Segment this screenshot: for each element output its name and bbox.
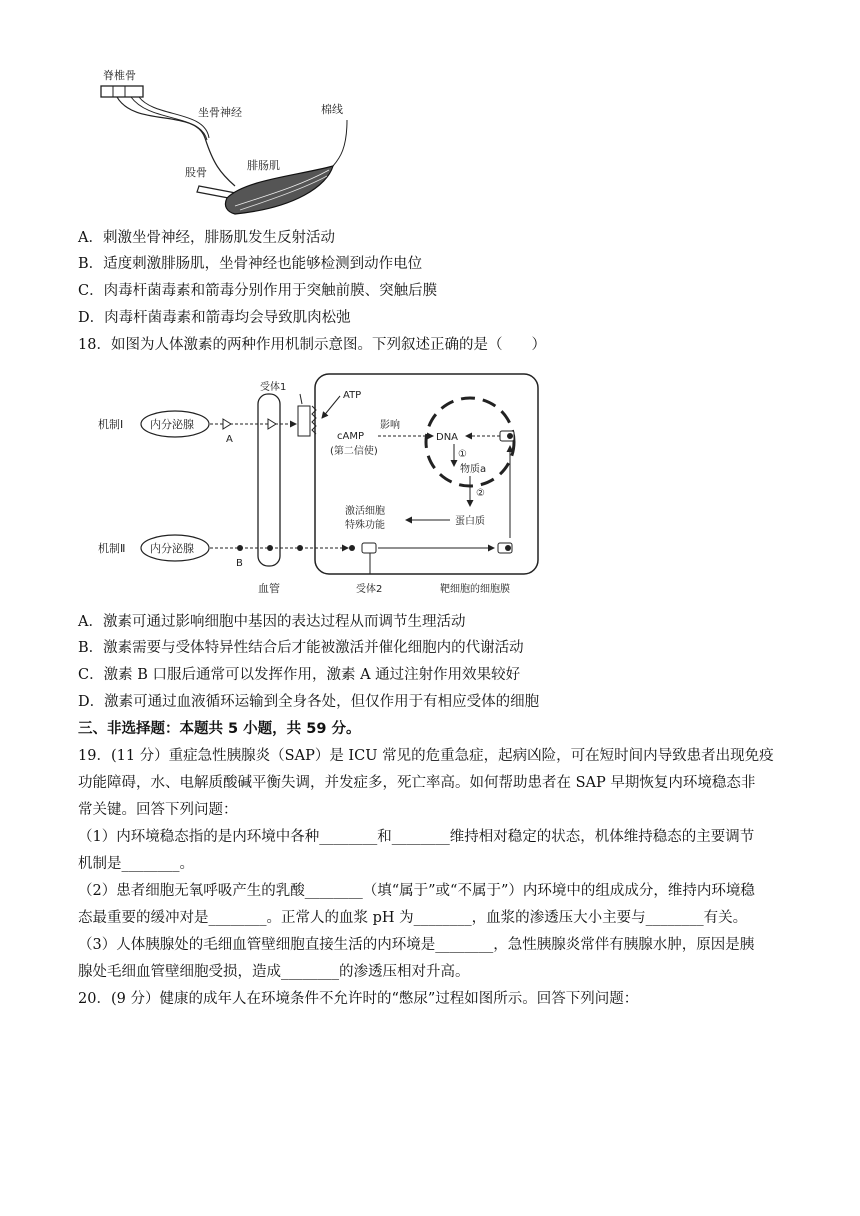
dna-label: DNA [436,432,459,443]
receptor1 [298,406,310,436]
q19-line-3: 常关键。回答下列问题： [78,802,238,818]
q20-stem: 20．(9 分）健康的成年人在环境条件不允许时的“憋尿”过程如图所示。回答下列问题： [78,991,639,1007]
atp-label: ATP [343,390,362,401]
femur-label: 股骨 [185,166,207,179]
q18-option-d: D．激素可通过血液循环运输到全身各处，但仅作用于有相应受体的细胞 [78,694,540,710]
activate-label-1: 激活细胞 [345,506,385,517]
q19-line-8: （3）人体胰腺处的毛细血管壁细胞直接生活的内环境是________，急性胰腺炎常伴有胰腺水肿，原因是胰 [78,937,755,953]
hormone-a-label: A [226,434,233,445]
substance-a-label: 物质a [460,464,487,475]
q19-line-2: 功能障碍，水、电解质酸碱平衡失调，并发症多，死亡率高。如何帮助患者在 SAP 早期恢复内环境稳态非 [78,775,756,791]
q18-option-b: B．激素需要与受体特异性结合后才能被激活并催化细胞内的代谢活动 [78,640,524,656]
q17-option-a: A．刺激坐骨神经，腓肠肌发生反射活动 [78,230,335,246]
q19-line-1: 19．(11 分）重症急性胰腺炎（SAP）是 ICU 常见的危重急症，起病凶险，可在短时间内导致患者出现免疫 [78,748,774,764]
camp-label: cAMP [337,431,364,442]
mech1-label: 机制Ⅰ [98,418,124,431]
hormone-mechanism-figure [90,368,550,600]
q18-option-c: C．激素 B 口服后通常可以发挥作用，激素 A 通过注射作用效果较好 [78,667,521,683]
vessel-label: 血管 [258,582,280,595]
q19-line-4: （1）内环境稳态指的是内环境中各种________和________维持相对稳定的状态，机体维持稳态的主要调节 [78,829,755,845]
second-messenger-label: (第二信使) [330,446,378,457]
hormone-b-label: B [236,558,243,569]
receptor2 [362,543,376,553]
mech2-label: 机制Ⅱ [98,542,126,555]
section-3-heading: 三、非选择题：本题共 5 小题，共 59 分。 [78,721,361,737]
q18-stem: 18．如图为人体激素的两种作用机制示意图。下列叙述正确的是（ ） [78,337,546,353]
thread-label: 棉线 [321,103,343,116]
q19-line-6: （2）患者细胞无氧呼吸产生的乳酸________（填“属于”或“不属于”）内环境中的组成成分，维持内环境稳 [78,883,755,899]
q17-option-b: B．适度刺激腓肠肌，坐骨神经也能够检测到动作电位 [78,256,423,272]
q19-line-9: 腺处毛细血管壁细胞受损，造成________的渗透压相对升高。 [78,964,470,980]
influence-label: 影响 [380,420,400,431]
step2-label: ② [476,488,485,499]
gland1-label: 内分泌腺 [150,418,194,431]
membrane-label: 靶细胞的细胞膜 [440,584,510,595]
nerve-muscle-figure [95,68,365,228]
muscle-label: 腓肠肌 [247,159,280,172]
spine-bone [101,86,143,97]
q17-option-d: D．肉毒杆菌毒素和箭毒均会导致肌肉松弛 [78,310,351,326]
spine-label: 脊椎骨 [103,69,136,82]
step1-label: ① [458,449,467,460]
receptor1-label: 受体1 [260,382,287,393]
gland2-label: 内分泌腺 [150,542,194,555]
q19-line-7: 态最重要的缓冲对是________。正常人的血浆 pH 为________，血浆的渗透压大小主要与________有关。 [78,910,748,926]
sciatic-label: 坐骨神经 [198,106,242,119]
cotton-thread [333,120,347,166]
q17-option-c: C．肉毒杆菌毒素和箭毒分别作用于突触前膜、突触后膜 [78,283,438,299]
activate-label-2: 特殊功能 [345,520,385,531]
gastrocnemius-muscle [225,166,333,214]
q19-line-5: 机制是________。 [78,856,194,872]
receptor2-label: 受体2 [356,584,383,595]
protein-label: 蛋白质 [455,516,485,527]
q18-option-a: A．激素可通过影响细胞中基因的表达过程从而调节生理活动 [78,614,466,630]
